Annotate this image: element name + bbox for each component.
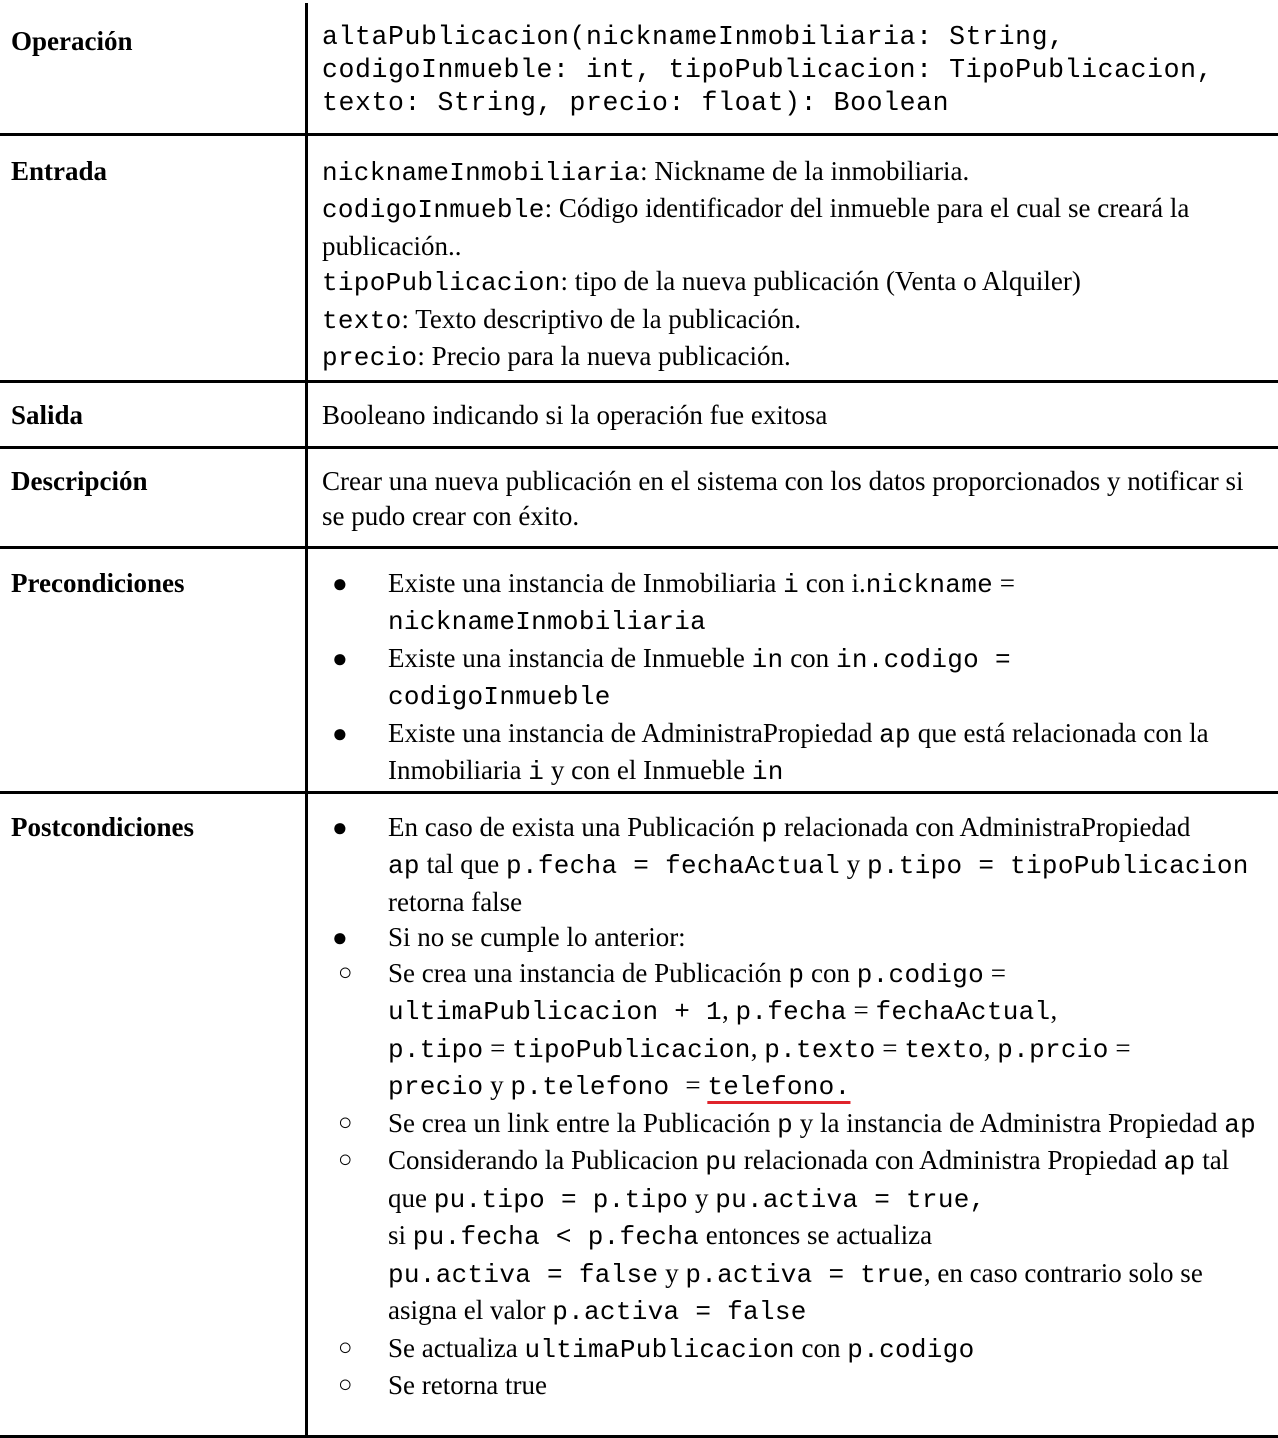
bullet-icon: ● [332, 920, 348, 956]
list-item: ○ Se crea una instancia de Publicación p con p.codigo = ultimaPublicacion + 1, p.fecha = fechaActual, p.tipo = tipoPublicacion, p.texto = texto, p.prcio = precio y p.telefono = telefono. [322, 956, 1272, 1106]
list-item: ● Existe una instancia de Inmobiliaria i con i.nickname = nicknameInmobiliaria [322, 566, 1272, 641]
list-item: ● Existe una instancia de AdministraPropiedad ap que está relacionada con la Inmobiliaria i y con el Inmueble in [322, 716, 1272, 791]
operation-signature [307, 3, 1278, 134]
circle-bullet-icon: ○ [338, 1143, 353, 1179]
label-descripcion: Descripción [0, 447, 307, 547]
circle-bullet-icon: ○ [338, 1106, 353, 1142]
row-entrada [0, 134, 1278, 381]
list-item: ○ Se actualiza ultimaPublicacion con p.codigo [322, 1331, 1272, 1369]
row-salida [0, 381, 1278, 447]
circle-bullet-icon: ○ [338, 1368, 353, 1404]
bullet-icon: ● [332, 810, 348, 846]
postcondiciones-list [322, 810, 1272, 1404]
param-nickname: nicknameInmobiliaria: Nickname de la inmobiliaria. [322, 154, 1272, 192]
param-codigo: codigoInmueble: Código identificador del inmueble para el cual se creará la publicación.. [322, 191, 1272, 264]
bullet-icon: ● [332, 716, 348, 752]
list-item: ○ Se retorna true [322, 1368, 1272, 1404]
salida-text: Booleano indicando si la operación fue exitosa [307, 381, 1278, 447]
list-item: ● En caso de exista una Publicación p relacionada con AdministraPropiedad ap tal que p.fecha = fechaActual y p.tipo = tipoPublicacion retorna false [322, 810, 1272, 921]
misspelling-underline: telefono. [707, 1072, 850, 1102]
label-precondiciones: Precondiciones [0, 547, 307, 792]
row-operacion [0, 3, 1278, 134]
circle-bullet-icon: ○ [338, 956, 353, 992]
bullet-icon: ● [332, 641, 348, 677]
label-postcondiciones: Postcondiciones [0, 792, 307, 1436]
list-item: ● Si no se cumple lo anterior: ○ Se crea una instancia de Publicación p con p.codigo = ultimaPublicacion + 1, p.fecha = fechaActual, p.tipo = tipoPublicacion, p.texto = texto, p.prcio = precio y p.telefono = telefono. ○ Se crea un link entre la Publicación p y la instancia de Administra Propiedad ap ○ Considerando la Publicacion pu relacionada con Administra Propiedad ap tal que pu.tipo = p.tipo y pu.activa = true, si pu.fecha < p.fecha entonces se actualiza pu.activa = false y p.activa = true, en caso contrario solo se asigna el valor p.activa = false ○ Se actualiza ultimaPublicacion con p.codigo ○ Se retorna true [322, 920, 1272, 1404]
row-postcondiciones [0, 792, 1278, 1436]
param-texto: texto: Texto descriptivo de la publicación. [322, 302, 1272, 340]
param-precio: precio: Precio para la nueva publicación. [322, 339, 1272, 377]
label-entrada: Entrada [0, 134, 307, 381]
circle-bullet-icon: ○ [338, 1331, 353, 1367]
entrada-content [307, 134, 1278, 381]
label-operacion: Operación [0, 3, 307, 134]
label-salida: Salida [0, 381, 307, 447]
list-item: ○ Considerando la Publicacion pu relacionada con Administra Propiedad ap tal que pu.tipo = p.tipo y pu.activa = true, si pu.fecha < p.fecha entonces se actualiza pu.activa = false y p.activa = true, en caso contrario solo se asigna el valor p.activa = false [322, 1143, 1272, 1331]
bullet-icon: ● [332, 566, 348, 602]
row-descripcion [0, 447, 1278, 547]
list-item: ● Existe una instancia de Inmueble in con in.codigo = codigoInmueble [322, 641, 1272, 716]
postcondiciones-sublist [322, 956, 1272, 1404]
signature-line: texto: String, precio: float): Boolean [322, 87, 1272, 120]
row-precondiciones [0, 547, 1278, 792]
precondiciones-content [307, 547, 1278, 792]
param-tipo: tipoPublicacion: tipo de la nueva publicación (Venta o Alquiler) [322, 264, 1272, 302]
descripcion-text: Crear una nueva publicación en el sistema con los datos proporcionados y notificar si se pudo crear con éxito. [307, 447, 1278, 547]
list-item: ○ Se crea un link entre la Publicación p y la instancia de Administra Propiedad ap [322, 1106, 1272, 1144]
operation-spec-table [0, 3, 1278, 1438]
signature-line: codigoInmueble: int, tipoPublicacion: TipoPublicacion, [322, 54, 1272, 87]
postcondiciones-content [307, 792, 1278, 1436]
signature-line: altaPublicacion(nicknameInmobiliaria: String, [322, 21, 1272, 54]
precondiciones-list [322, 566, 1272, 791]
